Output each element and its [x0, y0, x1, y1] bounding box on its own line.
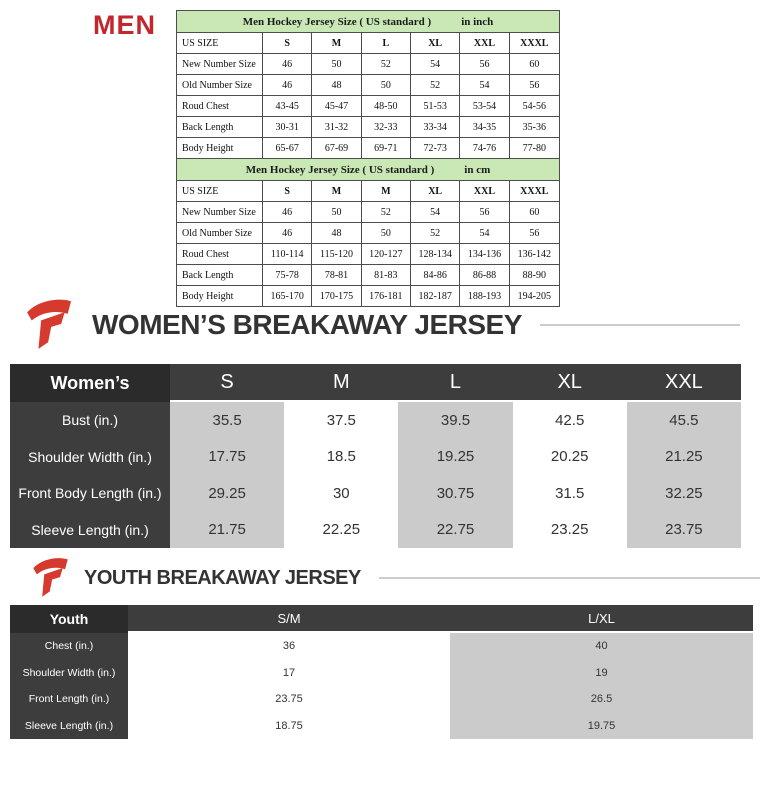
men-value-cell: 46 — [263, 202, 312, 222]
men-size-header: XXXL — [520, 37, 549, 49]
men-value-cell: 78-81 — [312, 265, 361, 285]
value-cell: 40 — [450, 633, 753, 660]
value-cell: 42.5 — [555, 411, 585, 429]
men-value-cell: 176-181 — [362, 286, 411, 306]
men-value-cell: 52 — [362, 202, 411, 222]
men-value-cell: 45-47 — [312, 96, 361, 116]
men-value-cell: 54-56 — [522, 100, 546, 112]
men-size-header: M — [312, 181, 361, 201]
men-corner-cell: US SIZE — [177, 181, 263, 201]
women-table — [10, 364, 741, 548]
men-value-cell: 48 — [312, 223, 361, 243]
value-cell: 21.75 — [170, 512, 284, 549]
men-value-cell: 194-205 — [517, 290, 551, 302]
value-cell: 22.75 — [398, 512, 512, 549]
men-data-row — [177, 54, 559, 75]
men-value-cell: 84-86 — [411, 265, 460, 285]
value-cell: 30.75 — [398, 475, 512, 512]
men-value-cell: 31-32 — [312, 117, 361, 137]
row-label: Front Body Length (in.) — [10, 475, 170, 512]
size-header: M — [284, 364, 398, 402]
men-data-row — [177, 244, 559, 265]
men-value-cell: 77-80 — [522, 142, 546, 154]
men-header-row — [177, 33, 559, 54]
men-corner-cell: US SIZE — [177, 33, 263, 53]
value-cell: 29.25 — [170, 475, 284, 512]
row-label: Sleeve Length (in.) — [10, 713, 128, 740]
youth-table — [10, 605, 753, 739]
size-header: S/M — [128, 605, 450, 633]
value-cell: 21.25 — [627, 439, 741, 476]
value-cell: 17 — [282, 666, 296, 679]
brand-logo-icon — [22, 297, 80, 353]
men-value-cell: 110-114 — [263, 244, 312, 264]
men-data-row — [177, 75, 559, 96]
men-row-label: Old Number Size — [177, 75, 263, 95]
men-data-row — [177, 265, 559, 286]
size-header: S — [170, 364, 284, 402]
row-label: Chest (in.) — [10, 633, 128, 660]
men-size-header: XL — [411, 33, 460, 53]
men-size-header: XXXL — [520, 185, 549, 197]
men-row-label: New Number Size — [177, 202, 263, 222]
men-row-label: Back Length — [177, 117, 263, 137]
men-size-header: S — [263, 33, 312, 53]
size-header: XXL — [627, 364, 741, 402]
men-value-cell: 54 — [411, 202, 460, 222]
value-cell: 35.5 — [170, 402, 284, 439]
men-data-row — [177, 223, 559, 244]
value-cell: 45.5 — [627, 402, 741, 439]
men-value-cell: 128-134 — [411, 244, 460, 264]
men-value-cell: 35-36 — [522, 121, 546, 133]
value-cell: 17.75 — [170, 439, 284, 476]
men-table-caption — [177, 11, 559, 33]
row-label: Bust (in.) — [10, 402, 170, 439]
men-data-row — [177, 202, 559, 223]
men-row-label: Body Height — [177, 286, 263, 306]
men-size-header: M — [362, 181, 411, 201]
women-section-header — [22, 297, 740, 353]
size-header: XL — [513, 364, 627, 402]
value-cell: 36 — [282, 640, 296, 653]
men-table-caption — [177, 159, 559, 181]
men-size-table-inch — [177, 11, 559, 159]
men-size-header: XXL — [460, 181, 509, 201]
men-value-cell: 30-31 — [263, 117, 312, 137]
men-row-label: Old Number Size — [177, 223, 263, 243]
men-value-cell: 52 — [411, 223, 460, 243]
men-value-cell: 56 — [460, 202, 509, 222]
corner-cell: Youth — [10, 605, 128, 633]
men-tables — [176, 10, 560, 307]
men-value-cell: 56 — [460, 54, 509, 74]
men-row-label: Back Length — [177, 265, 263, 285]
men-value-cell: 43-45 — [263, 96, 312, 116]
men-value-cell: 50 — [312, 202, 361, 222]
men-value-cell: 65-67 — [263, 138, 312, 158]
men-value-cell: 54 — [411, 54, 460, 74]
men-value-cell: 67-69 — [312, 138, 361, 158]
youth-section-header — [30, 556, 760, 600]
men-value-cell: 74-76 — [460, 138, 509, 158]
men-value-cell: 188-193 — [460, 286, 509, 306]
value-cell: 18.75 — [275, 719, 303, 732]
men-value-cell: 50 — [362, 75, 411, 95]
men-value-cell: 33-34 — [411, 117, 460, 137]
men-value-cell: 52 — [411, 75, 460, 95]
men-section-title: MEN — [93, 10, 156, 40]
men-value-cell: 115-120 — [312, 244, 361, 264]
men-value-cell: 69-71 — [362, 138, 411, 158]
men-row-label: Roud Chest — [177, 244, 263, 264]
men-value-cell: 52 — [362, 54, 411, 74]
men-caption-unit: in inch — [461, 15, 494, 28]
value-cell: 37.5 — [326, 411, 356, 429]
value-cell: 19.25 — [398, 439, 512, 476]
men-value-cell: 72-73 — [411, 138, 460, 158]
men-value-cell: 48 — [312, 75, 361, 95]
men-caption-title: Men Hockey Jersey Size ( US standard ) — [245, 163, 435, 176]
men-caption-title: Men Hockey Jersey Size ( US standard ) — [242, 15, 432, 28]
men-value-cell: 136-142 — [517, 248, 551, 260]
value-cell: 23.75 — [275, 693, 303, 706]
men-value-cell: 60 — [529, 206, 540, 218]
men-value-cell: 46 — [263, 54, 312, 74]
value-cell: 32.25 — [627, 475, 741, 512]
men-value-cell: 165-170 — [263, 286, 312, 306]
youth-heading-rule — [379, 577, 760, 579]
men-value-cell: 60 — [529, 58, 540, 70]
men-row-label: Body Height — [177, 138, 263, 158]
women-heading-rule — [540, 324, 740, 326]
brand-logo-icon — [30, 556, 74, 600]
size-header: L — [398, 364, 512, 402]
men-data-row — [177, 117, 559, 138]
row-label: Front Length (in.) — [10, 686, 128, 713]
men-value-cell: 56 — [529, 227, 540, 239]
men-value-cell: 86-88 — [460, 265, 509, 285]
value-cell: 23.25 — [550, 521, 589, 539]
men-data-row — [177, 138, 559, 159]
men-value-cell: 75-78 — [263, 265, 312, 285]
value-cell: 19.75 — [450, 713, 753, 740]
value-cell: 30 — [332, 484, 350, 502]
men-size-header: M — [312, 33, 361, 53]
value-cell: 19 — [450, 660, 753, 687]
women-section-title: WOMEN’S BREAKAWAY JERSEY — [92, 309, 522, 340]
size-header: L/XL — [450, 605, 753, 633]
value-cell: 26.5 — [450, 686, 753, 713]
men-size-header: L — [362, 33, 411, 53]
row-label: Sleeve Length (in.) — [10, 512, 170, 549]
men-value-cell: 51-53 — [411, 96, 460, 116]
corner-cell: Women’s — [10, 364, 170, 402]
men-value-cell: 50 — [312, 54, 361, 74]
value-cell: 20.25 — [550, 448, 589, 466]
men-row-label: New Number Size — [177, 54, 263, 74]
men-value-cell: 56 — [529, 79, 540, 91]
men-value-cell: 88-90 — [522, 269, 546, 281]
men-value-cell: 134-136 — [460, 244, 509, 264]
men-value-cell: 46 — [263, 223, 312, 243]
value-cell: 23.75 — [627, 512, 741, 549]
men-value-cell: 81-83 — [362, 265, 411, 285]
value-cell: 22.25 — [322, 521, 361, 539]
row-label: Shoulder Width (in.) — [10, 439, 170, 476]
men-value-cell: 170-175 — [312, 286, 361, 306]
men-value-cell: 54 — [460, 223, 509, 243]
men-value-cell: 54 — [460, 75, 509, 95]
men-value-cell: 46 — [263, 75, 312, 95]
men-value-cell: 120-127 — [362, 244, 411, 264]
men-data-row — [177, 96, 559, 117]
men-size-header: XXL — [460, 33, 509, 53]
youth-section-title: YOUTH BREAKAWAY JERSEY — [84, 566, 361, 589]
men-value-cell: 50 — [362, 223, 411, 243]
value-cell: 39.5 — [398, 402, 512, 439]
men-value-cell: 34-35 — [460, 117, 509, 137]
value-cell: 31.5 — [555, 484, 585, 502]
row-label: Shoulder Width (in.) — [10, 660, 128, 687]
men-value-cell: 48-50 — [362, 96, 411, 116]
men-value-cell: 182-187 — [411, 286, 460, 306]
value-cell: 18.5 — [326, 448, 356, 466]
men-size-header: S — [263, 181, 312, 201]
men-size-table-cm — [177, 159, 559, 306]
men-value-cell: 32-33 — [362, 117, 411, 137]
men-size-header: XL — [411, 181, 460, 201]
men-value-cell: 53-54 — [460, 96, 509, 116]
men-header-row — [177, 181, 559, 202]
men-caption-unit: in cm — [464, 163, 491, 176]
men-row-label: Roud Chest — [177, 96, 263, 116]
